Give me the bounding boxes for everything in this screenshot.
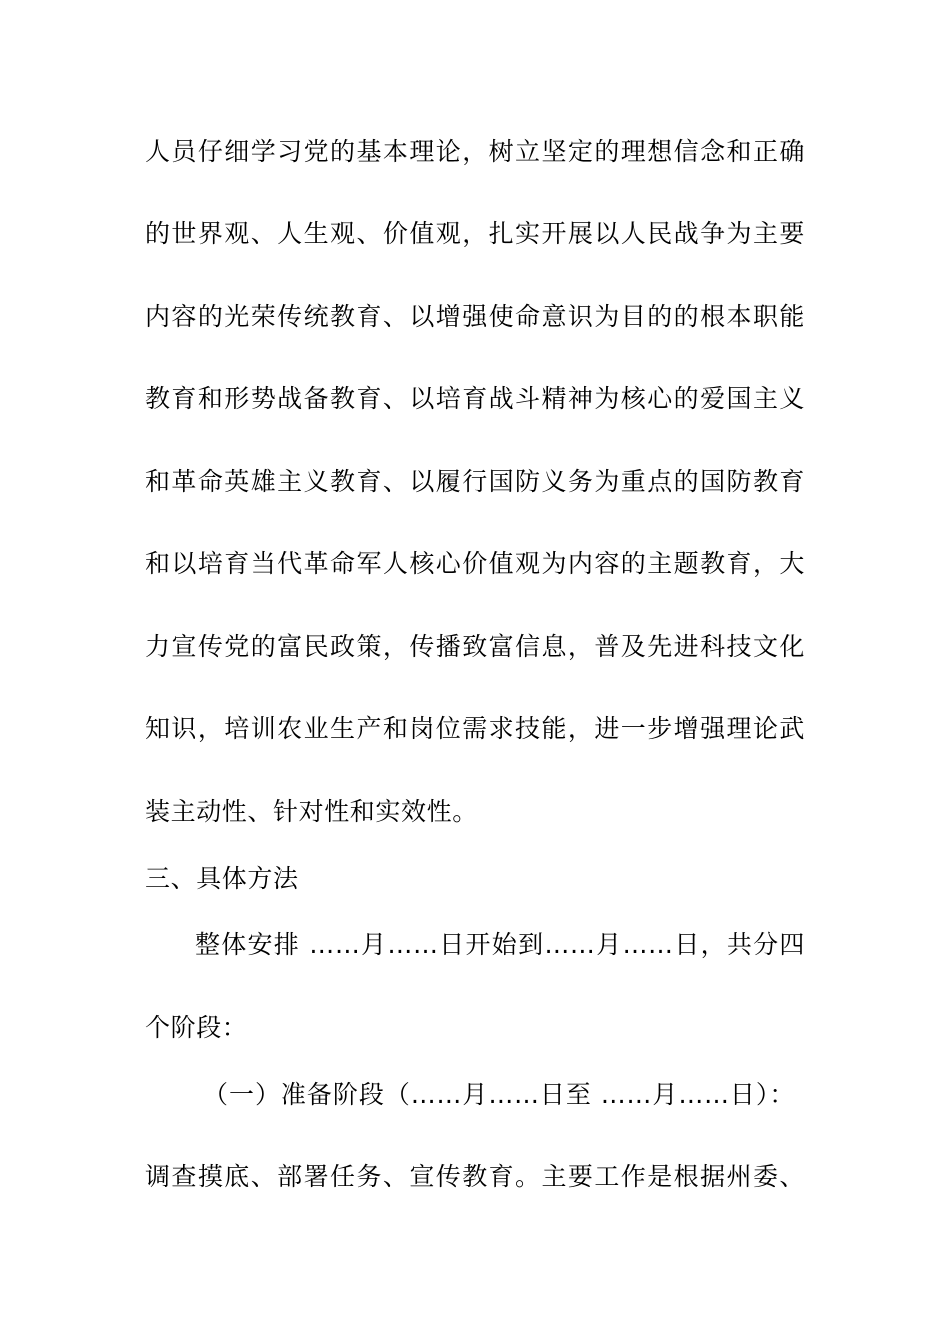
arrangement-line: 个阶段： [145,1013,248,1042]
paragraph-line: 和革命英雄主义教育、以履行国防义务为重点的国防教育 [145,467,805,496]
arrangement-line: 整体安排 ……月……日开始到……月……日，共分四 [195,930,805,959]
paragraph-line: 的世界观、人生观、价值观，扎实开展以人民战争为主要 [145,219,805,248]
paragraph-line: 力宣传党的富民政策，传播致富信息，普及先进科技文化 [145,632,805,661]
paragraph-line: 内容的光荣传统教育、以增强使命意识为目的的根本职能 [145,302,805,331]
paragraph-line: 装主动性、针对性和实效性。 [145,797,478,826]
paragraph-line: 知识，培训农业生产和岗位需求技能，进一步增强理论武 [145,714,805,743]
paragraph-line: 和以培育当代革命军人核心价值观为内容的主题教育，大 [145,549,805,578]
section-heading: 三、具体方法 [145,864,299,893]
paragraph-line: 教育和形势战备教育、以培育战斗精神为核心的爱国主义 [145,384,805,413]
stage-one-text: 调查摸底、部署任务、宣传教育。主要工作是根据州委、 [145,1162,805,1191]
stage-one-heading: （一）准备阶段（……月……日至 ……月……日）： [203,1080,795,1109]
paragraph-line: 人员仔细学习党的基本理论，树立坚定的理想信念和正确 [145,137,805,166]
